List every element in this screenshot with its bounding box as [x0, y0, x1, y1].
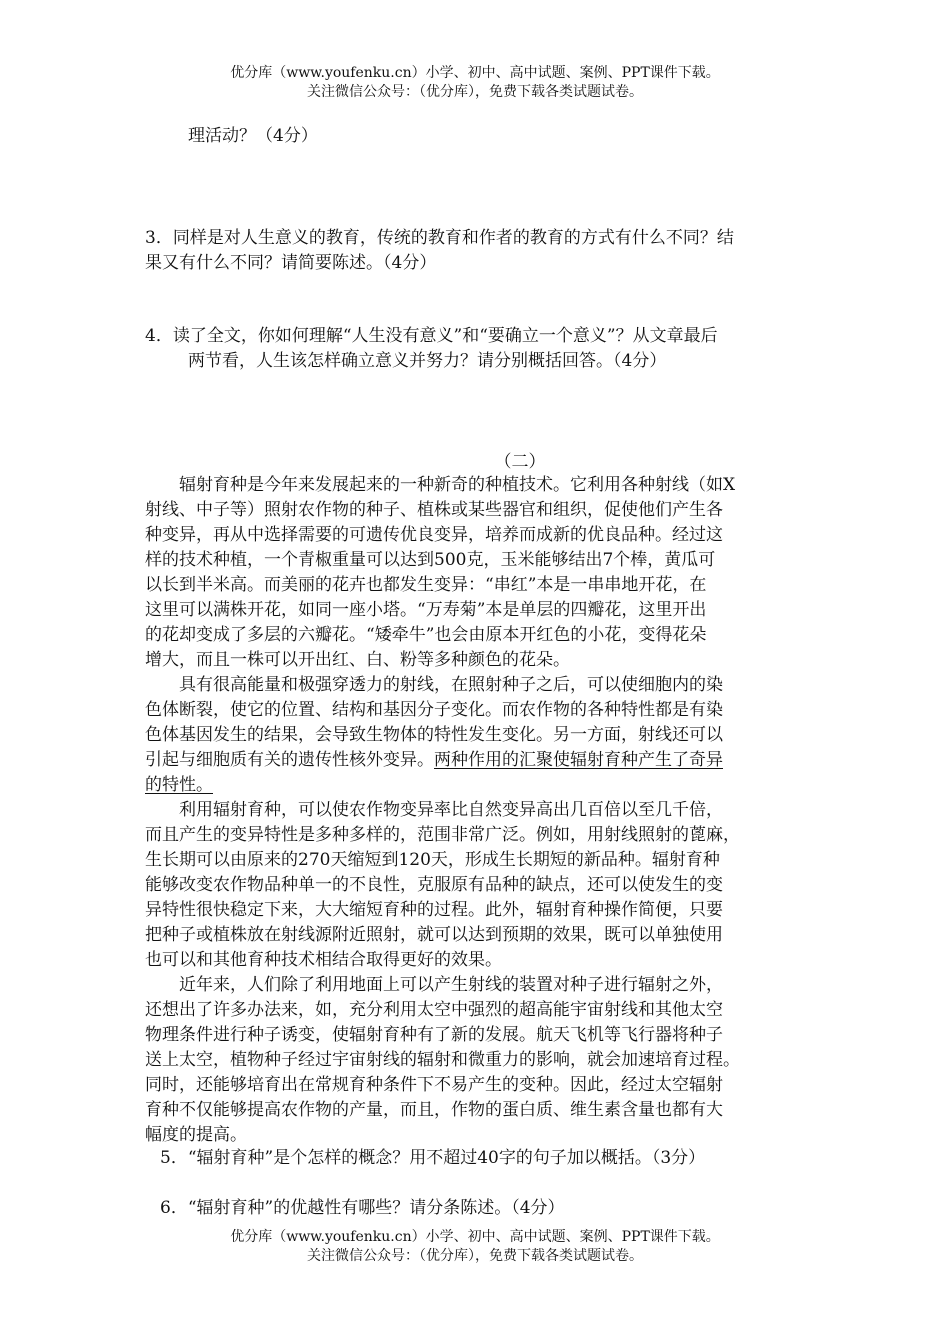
- paragraph-line: 而且产生的变异特性是多种多样的，范围非常广泛。例如，用射线照射的蓖麻，: [145, 825, 740, 845]
- paragraph-line: 把种子或植株放在射线源附近照射，就可以达到预期的效果，既可以单独使用: [145, 925, 723, 945]
- underlined-sentence-end: 的特性。: [145, 775, 213, 795]
- question-4-line-1: 4．读了全文，你如何理解“人生没有意义”和“要确立一个意义”？从文章最后: [145, 326, 718, 346]
- paragraph-line: [145, 748, 723, 773]
- paragraph-line: 种变异，再从中选择需要的可遗传优良变异，培养而成新的优良品种。经过这: [145, 525, 723, 545]
- question-5: 5．“辐射育种”是个怎样的概念？用不超过40字的句子加以概括。（3分）: [160, 1148, 706, 1168]
- paragraph-4: [145, 973, 740, 1148]
- paragraph-line: 辐射育种是今年来发展起来的一种新奇的种植技术。它利用各种射线（如X: [179, 475, 736, 495]
- paragraph-1: [145, 473, 735, 673]
- paragraph-line: 还想出了许多办法来，如，充分利用太空中强烈的超高能宇宙射线和其他太空: [145, 1000, 723, 1020]
- paragraph-line: 色体基因发生的结果，会导致生物体的特性发生变化。另一方面，射线还可以: [145, 725, 723, 745]
- paragraph-line: 样的技术种植，一个青椒重量可以达到500克，玉米能够结出7个棒，黄瓜可: [145, 550, 716, 570]
- paragraph-line: 生长期可以由原来的270天缩短到120天，形成生长期短的新品种。辐射育种: [145, 850, 720, 870]
- page-footer: [0, 1228, 950, 1266]
- paragraph-line: 能够改变农作物品种单一的不良性，克服原有品种的缺点，还可以使发生的变: [145, 875, 723, 895]
- paragraph-line: 异特性很快稳定下来，大大缩短育种的过程。此外，辐射育种操作简便，只要: [145, 900, 723, 920]
- paragraph-line: 这里可以满株开花，如同一座小塔。“万寿菊”本是单层的四瓣花，这里开出: [145, 600, 707, 620]
- paragraph-line: 同时，还能够培育出在常规育种条件下不易产生的变种。因此，经过太空辐射: [145, 1075, 723, 1095]
- paragraph-2: [145, 673, 723, 798]
- paragraph-line: 具有很高能量和极强穿透力的射线，在照射种子之后，可以使细胞内的染: [179, 675, 723, 695]
- paragraph-line: 射线、中子等）照射农作物的种子、植株或某些器官和组织，促使他们产生各: [145, 500, 723, 520]
- paragraph-line: 以长到半米高。而美丽的花卉也都发生变异：“串红”本是一串串地开花，在: [145, 575, 707, 595]
- question-4-line-2: 两节看，人生该怎样确立意义并努力？请分别概括回答。（4分）: [188, 351, 667, 371]
- header-line-1: 优分库（www.youfenku.cn）小学、初中、高中试题、案例、PPT课件下载。: [230, 65, 720, 81]
- question-3: [145, 226, 835, 276]
- paragraph-line: 幅度的提高。: [145, 1125, 247, 1145]
- footer-line-1: 优分库（www.youfenku.cn）小学、初中、高中试题、案例、PPT课件下载。: [230, 1229, 720, 1245]
- underlined-sentence: 两种作用的汇聚使辐射育种产生了奇异: [434, 750, 723, 770]
- paragraph-line: 的花却变成了多层的六瓣花。“矮牵牛”也会由原本开红色的小花，变得花朵: [145, 625, 707, 645]
- question-4: [145, 324, 835, 374]
- paragraph-line: 物理条件进行种子诱变，使辐射育种有了新的发展。航天飞机等飞行器将种子: [145, 1025, 723, 1045]
- paragraph-line: 增大，而且一株可以开出红、白、粉等多种颜色的花朵。: [145, 650, 570, 670]
- footer-line-2: 关注微信公众号：（优分库），免费下载各类试题试卷。: [307, 1248, 643, 1264]
- paragraph-line: 育种不仅能够提高农作物的产量，而且，作物的蛋白质、维生素含量也都有大: [145, 1100, 723, 1120]
- paragraph-line: 送上太空，植物种子经过宇宙射线的辐射和微重力的影响，就会加速培育过程。: [145, 1050, 740, 1070]
- question-3-line-1: 3．同样是对人生意义的教育，传统的教育和作者的教育的方式有什么不同？结: [145, 228, 734, 248]
- paragraph-text: 引起与细胞质有关的遗传性核外变异。: [145, 750, 434, 770]
- paragraph-line: 近年来，人们除了利用地面上可以产生射线的装置对种子进行辐射之外，: [179, 975, 723, 995]
- paragraph-line: 色体断裂，使它的位置、结构和基因分子变化。而农作物的各种特性都是有染: [145, 700, 723, 720]
- question-6: 6．“辐射育种”的优越性有哪些？请分条陈述。（4分）: [160, 1198, 565, 1218]
- question-3-line-2: 果又有什么不同？请简要陈述。（4分）: [145, 253, 437, 273]
- paragraph-line: 利用辐射育种，可以使农作物变异率比自然变异高出几百倍以至几千倍，: [179, 800, 723, 820]
- header-line-2: 关注微信公众号：（优分库），免费下载各类试题试卷。: [307, 84, 643, 100]
- paragraph-3: [145, 798, 740, 973]
- section-title: （二）: [494, 452, 546, 472]
- paragraph-line: 也可以和其他育种技术相结合取得更好的效果。: [145, 950, 502, 970]
- question-2-tail: 理活动？（4分）: [188, 126, 318, 146]
- page-header: [0, 64, 950, 102]
- paragraph-line: [145, 773, 723, 798]
